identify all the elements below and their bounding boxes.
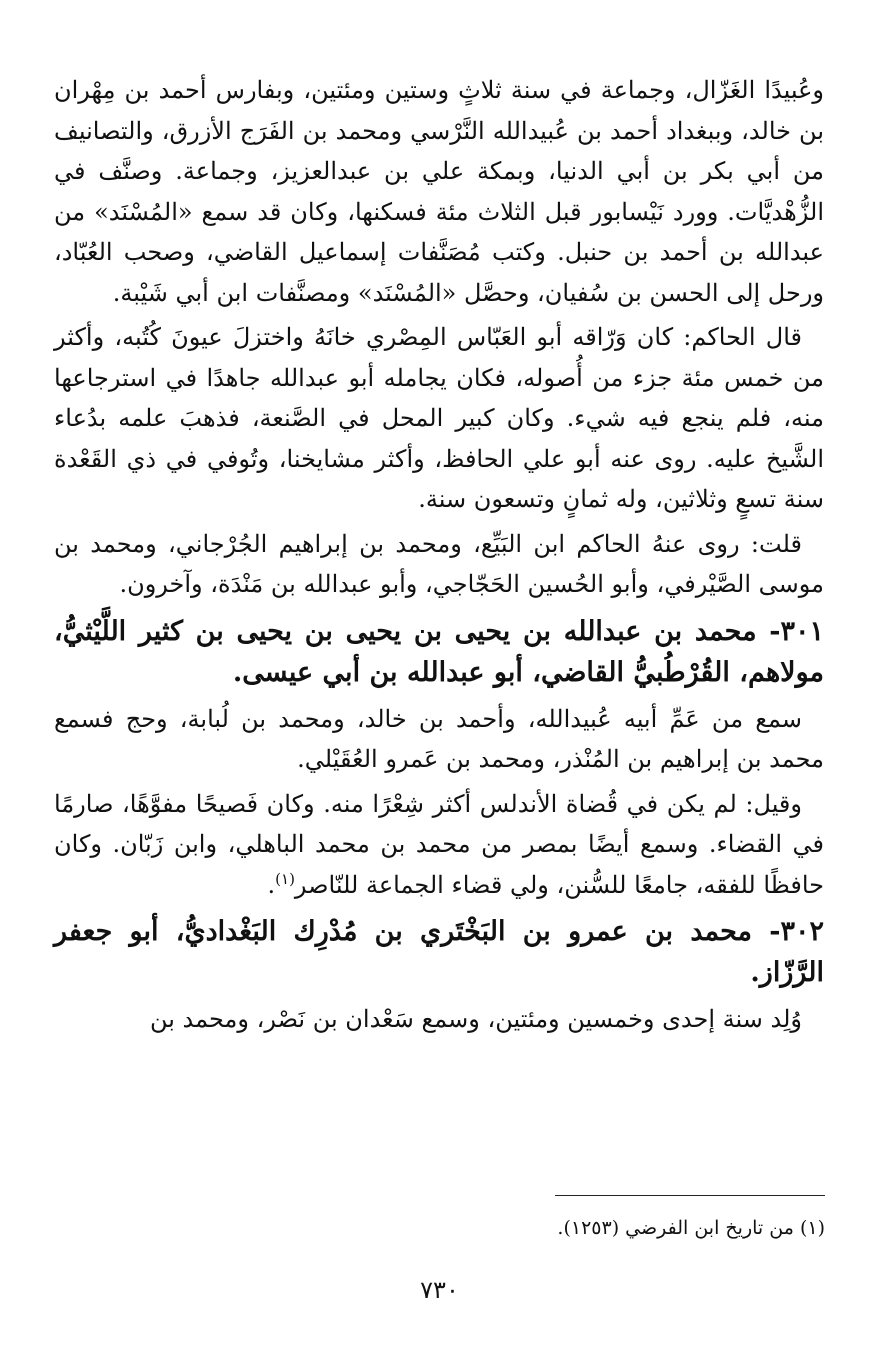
entry-heading-301: ٣٠١- محمد بن عبدالله بن يحيى بن يحيى بن يحيى بن كثير اللَّيْثيُّ، مولاهم، القُرْطُبيُّ القاضي، أبو عبدالله بن أبي عيسى. — [54, 615, 824, 688]
page-number: ٧٣٠ — [420, 1276, 459, 1304]
paragraph-entry-301-bio — [54, 784, 824, 906]
entry-heading-302: ٣٠٢- محمد بن عمرو بن البَخْتَري بن مُدْرِك البَغْداديُّ، أبو جعفر الرَّزّاز. — [54, 916, 824, 988]
footnote — [55, 1213, 825, 1243]
paragraph-entry-302-birth: وُلِد سنة إحدى وخمسين ومئتين، وسمع سَعْدان بن نَصْر، ومحمد بن — [149, 1005, 802, 1033]
paragraph-entry-301-teachers: سمع من عَمِّ أبيه عُبيدالله، وأحمد بن خالد، ومحمد بن لُبابة، وحج فسمع محمد بن إبراهيم بن المُنْذر، ومحمد بن عَمرو العُقَيْلي. — [54, 704, 824, 773]
paragraph-hakim-quote: قال الحاكم: كان وَرّاقه أبو العَبّاس المِصْري خانَهُ واختزلَ عيونَ كُتُبه، وأكثر من خمس مئة جزء من أُصوله، فكان يجامله أبو عبدالله جاهدًا في استرجاعها منه، فلم ينجع فيه شيء. وكان كبير المحل في الصَّنعة، فذهبَ علمه بدُعاء الشَّيخ عليه. روى عنه أبو علي الحافظ، وأكثر مشايخنا، وتُوفي في ذي القَعْدة سنة تسعٍ وثلاثين، وله ثمانٍ وتسعون سنة. — [54, 323, 824, 513]
page-body — [54, 70, 824, 1044]
paragraph-continuation: وعُبيدًا الغَزّال، وجماعة في سنة ثلاثٍ وستين ومئتين، وبفارس أحمد بن مِهْران بن خالد، وببغداد أحمد بن عُبيدالله النَّرْسي ومحمد بن الفَرَج الأزرق، والتصانيف من أبي بكر بن أبي الدنيا، وبمكة علي بن عبدالعزيز، وجماعة. وصنَّف في الزُّهْديَّات. وورد نَيْسابور قبل الثلاث مئة فسكنها، وكان قد سمع «المُسْنَد» من عبدالله بن أحمد بن حنبل. وكتب مُصَنَّفات إسماعيل القاضي، وصحب العُبّاد، ورحل إلى الحسن بن سُفيان، وحصَّل «المُسْنَد» ومصنَّفات ابن أبي شَيْبة. — [54, 76, 824, 307]
paragraph-end-punct: . — [267, 870, 276, 899]
paragraph-narrators: قلت: روى عنهُ الحاكم ابن البَيِّع، ومحمد بن إبراهيم الجُرْجاني، ومحمد بن موسى الصَّيْرفي، وأبو الحُسين الحَجّاجي، وأبو عبدالله بن مَنْدَة، وآخرون. — [54, 529, 824, 598]
footnote-text: من تاريخ ابن الفرضي (١٢٥٣). — [557, 1217, 794, 1239]
footnote-number: (١) — [799, 1217, 825, 1239]
footnote-separator — [555, 1195, 825, 1196]
footnote-marker: (١) — [275, 869, 295, 888]
paragraph-entry-301-bio-text: وقيل: لم يكن في قُضاة الأندلس أكثر شِعْرًا منه. وكان فَصيحًا مفوَّهًا، صارمًا في القضاء. وسمع أيضًا بمصر من محمد بن محمد الباهلي، وابن زَبّان. وكان حافظًا للفقه، جامعًا للسُّنن، ولي قضاء الجماعة للنّاصر — [54, 789, 824, 899]
